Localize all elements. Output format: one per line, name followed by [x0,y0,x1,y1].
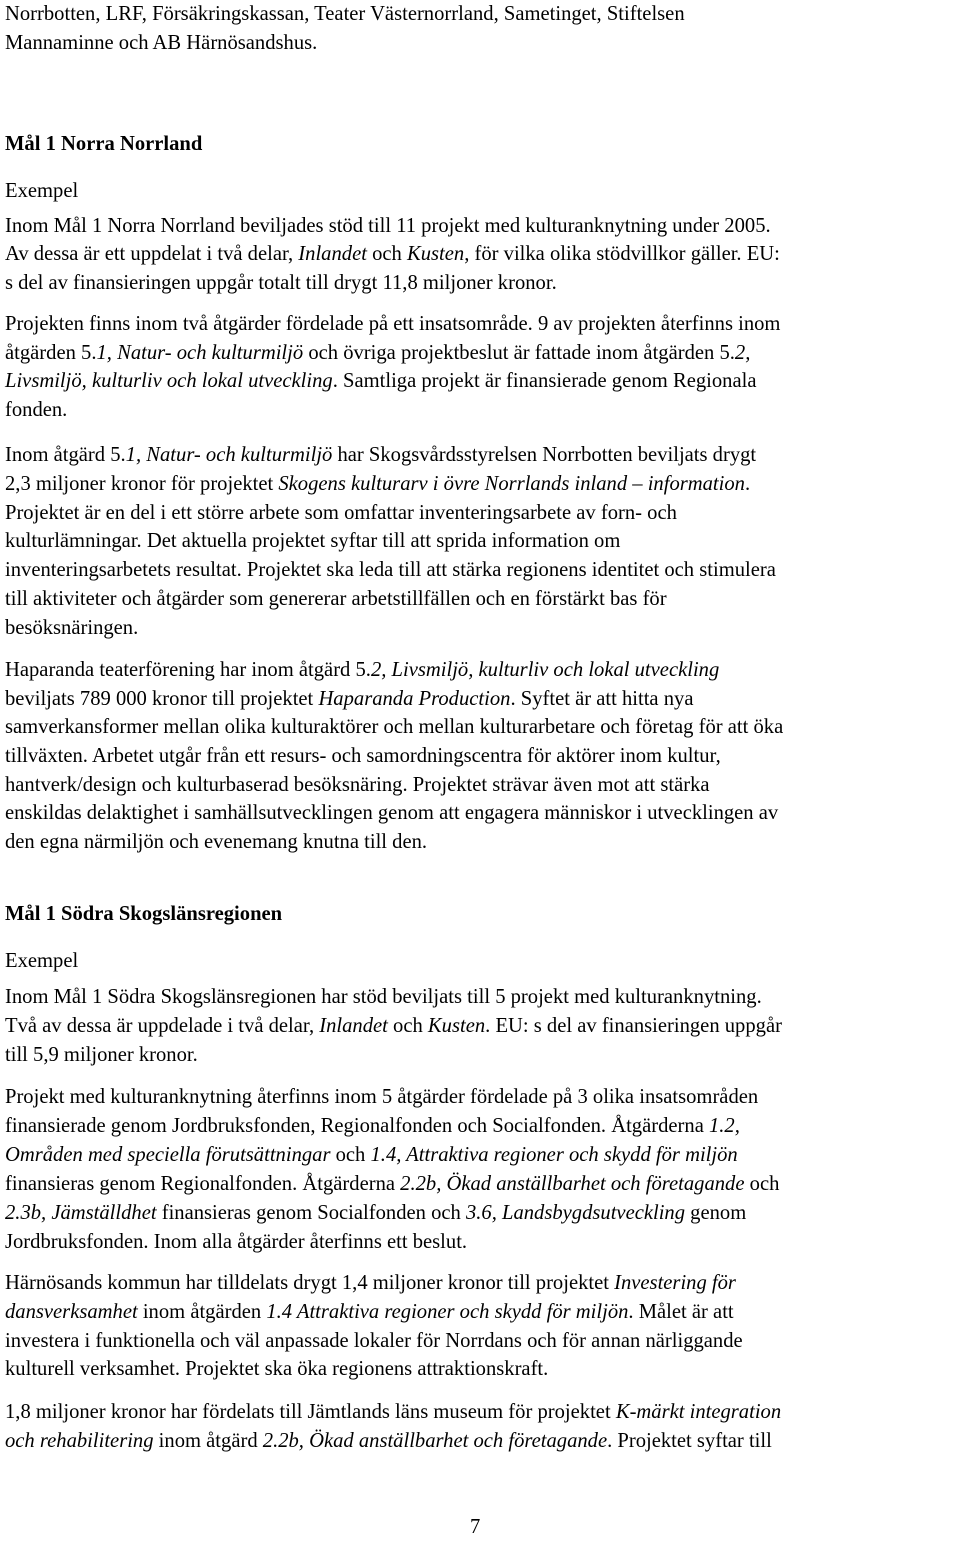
text-line: 2,3 miljoner kronor för projektet Skogens kulturarv i övre Norrlands inland – information. [5,473,751,495]
section-heading-norra: Mål 1 Norra Norrland [5,133,203,155]
text-line: Projekt med kulturanknytning återfinns inom 5 åtgärder fördelade på 3 olika insatsområden [5,1086,759,1108]
text-line: kulturlämningar. Det aktuella projektet syftar till att sprida information om [5,530,621,552]
text-line: Haparanda teaterförening har inom åtgärd 5.2, Livsmiljö, kulturliv och lokal utveckling [5,659,720,681]
text-line: s del av finansieringen uppgår totalt till drygt 11,8 miljoner kronor. [5,272,557,294]
text-line: Härnösands kommun har tilldelats drygt 1,4 miljoner kronor till projektet Investering för [5,1272,736,1294]
intro-line-1: Norrbotten, LRF, Försäkringskassan, Teater Västernorrland, Sametinget, Stiftelsen [5,3,685,25]
text-line: samverkansformer mellan olika kulturaktörer och mellan kulturarbetare och företag för att öka [5,716,784,738]
text-line: finansieras genom Regionalfonden. Åtgärderna 2.2b, Ökad anställbarhet och företagande och [5,1173,780,1195]
text-line: besöksnäringen. [5,617,139,639]
text-line: inventeringsarbetets resultat. Projektet ska leda till att stärka regionens identitet och stimulera [5,559,776,581]
text-line: 2.3b, Jämställdhet finansieras genom Socialfonden och 3.6, Landsbygdsutveckling genom [5,1202,747,1224]
text-line: åtgärden 5.1, Natur- och kulturmiljö och övriga projektbeslut är fattade inom åtgärden 5.2, [5,342,751,364]
text-line: till aktiviteter och åtgärder som genererar arbetstillfällen och en förstärkt bas för [5,588,667,610]
text-line: investera i funktionella och väl anpassade lokaler för Norrdans och för annan närliggande [5,1330,743,1352]
text-line: Inom Mål 1 Norra Norrland beviljades stöd till 11 projekt med kulturanknytning under 2005. [5,215,771,237]
text-line: dansverksamhet inom åtgärden 1.4 Attraktiva regioner och skydd för miljön. Målet är att [5,1301,734,1323]
example-label-norra: Exempel [5,180,79,202]
text-line: fonden. [5,399,68,421]
text-line: finansierade genom Jordbruksfonden, Regionalfonden och Socialfonden. Åtgärderna 1.2, [5,1115,740,1137]
text-line: till 5,9 miljoner kronor. [5,1044,198,1066]
text-line: Två av dessa är uppdelade i två delar, Inlandet och Kusten. EU: s del av finansieringen uppgår [5,1015,782,1037]
text-line: tillväxten. Arbetet utgår från ett resurs- och samordningscentra för aktörer inom kultur, [5,745,721,767]
section-heading-sodra: Mål 1 Södra Skogslänsregionen [5,903,283,925]
text-line: Projektet är en del i ett större arbete som omfattar inventeringsarbete av forn- och [5,502,677,524]
text-line: beviljats 789 000 kronor till projektet Haparanda Production. Syftet är att hitta nya [5,688,694,710]
text-line: Inom Mål 1 Södra Skogslänsregionen har stöd beviljats till 5 projekt med kulturanknytning. [5,986,762,1008]
text-line: enskildas delaktighet i samhällsutvecklingen genom att engagera människor i utvecklingen av [5,802,779,824]
text-line: Områden med speciella förutsättningar och 1.4, Attraktiva regioner och skydd för miljön [5,1144,738,1166]
text-line: Livsmiljö, kulturliv och lokal utveckling. Samtliga projekt är finansierade genom Regionala [5,370,757,392]
text-line: hantverk/design och kulturbaserad besöksnäring. Projektet strävar även mot att stärka [5,774,710,796]
intro-line-2: Mannaminne och AB Härnösandshus. [5,32,318,54]
text-line: kulturell verksamhet. Projektet ska öka regionens attraktionskraft. [5,1358,549,1380]
text-line: Jordbruksfonden. Inom alla åtgärder återfinns ett beslut. [5,1231,468,1253]
text-line: Av dessa är ett uppdelat i två delar, Inlandet och Kusten, för vilka olika stödvillkor gäller. EU: [5,243,780,265]
page-number: 7 [470,1516,481,1538]
example-label-sodra: Exempel [5,950,79,972]
text-line: den egna närmiljön och evenemang knutna till den. [5,831,428,853]
text-line: 1,8 miljoner kronor har fördelats till Jämtlands läns museum för projektet K-märkt integration [5,1401,782,1423]
text-line: och rehabilitering inom åtgärd 2.2b, Ökad anställbarhet och företagande. Projektet syftar till [5,1430,772,1452]
text-line: Inom åtgärd 5.1, Natur- och kulturmiljö har Skogsvårdsstyrelsen Norrbotten beviljats drygt [5,444,757,466]
text-line: Projekten finns inom två åtgärder fördelade på ett insatsområde. 9 av projekten återfinns inom [5,313,781,335]
